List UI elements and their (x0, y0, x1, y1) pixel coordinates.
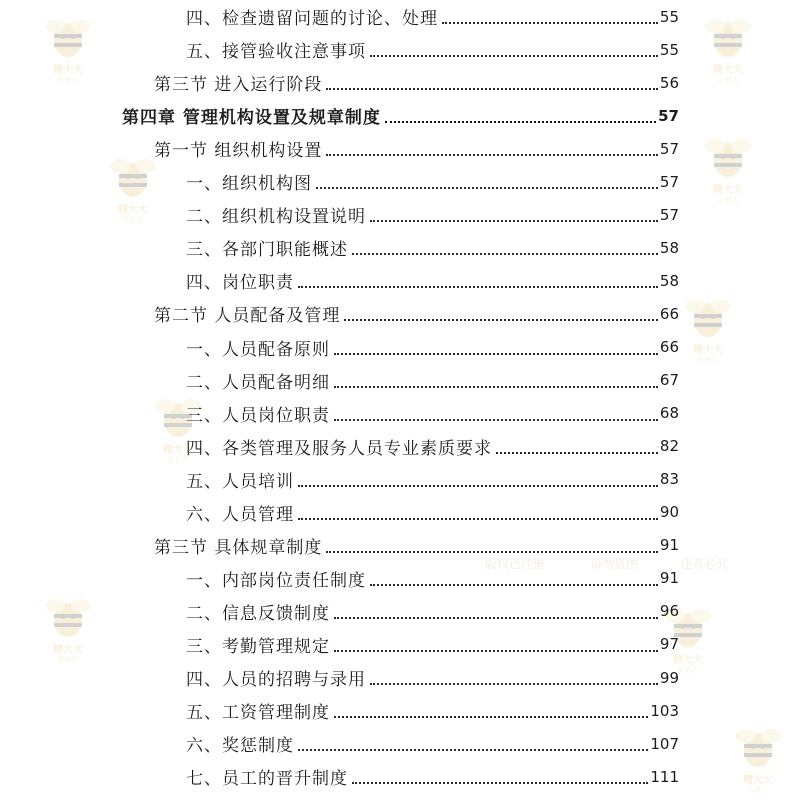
toc-item-entry (186, 562, 679, 595)
toc-item-entry (186, 33, 679, 66)
toc-entry-title: 二、信息反馈制度 (186, 603, 330, 624)
toc-entry-page-number: 57 (659, 172, 679, 191)
toc-entry-title: 第三节 具体规章制度 (154, 537, 323, 558)
toc-entry-title: 一、组织机构图 (186, 174, 312, 195)
toc-entry-page-number: 97 (659, 635, 679, 654)
watermark-sub-text: 素材店 (697, 356, 719, 364)
toc-entry-title: 第二节 人员配备及管理 (154, 306, 341, 327)
dot-leader (326, 87, 658, 90)
dot-leader (334, 352, 658, 355)
dot-leader (334, 715, 648, 718)
toc-item-entry (186, 727, 679, 760)
bee-icon (105, 150, 161, 206)
toc-entry-title: 四、各类管理及服务人员专业素质要求 (186, 438, 492, 459)
bee-icon (700, 10, 756, 66)
toc-entry-title: 五、工资管理制度 (186, 703, 330, 724)
toc-item-entry (186, 231, 679, 264)
dot-leader (298, 285, 658, 288)
watermark-notice-text: 请勿盗图 (590, 557, 639, 571)
toc-section-entry (154, 297, 679, 330)
toc-entry-page-number: 66 (659, 338, 679, 356)
dot-leader (334, 649, 658, 652)
toc-entry-title: 一、内部岗位责任制度 (186, 570, 366, 591)
toc-item-entry (186, 628, 679, 661)
bee-logo-watermark (680, 290, 736, 362)
toc-entry-page-number: 107 (650, 734, 679, 753)
watermark-sub-text: 素材店 (167, 456, 189, 464)
toc-entry-page-number: 96 (659, 602, 679, 621)
toc-item-entry (186, 760, 679, 793)
toc-entry-page-number: 67 (659, 371, 679, 390)
toc-entry-title: 六、人员管理 (186, 504, 294, 525)
watermark-brand-text: 精大大 (53, 645, 83, 656)
toc-entry-title: 第一节 组织机构设置 (154, 141, 323, 162)
watermark-notice-text: 违者必究 (680, 557, 729, 571)
dot-leader (352, 781, 648, 784)
toc-entry-page-number: 83 (659, 470, 679, 489)
toc-entry-title: 四、检查遗留问题的讨论、处理 (186, 9, 438, 29)
toc-item-entry (186, 331, 679, 364)
toc-entry-page-number: 68 (659, 404, 679, 423)
watermark-brand-text: 精大大 (693, 345, 723, 356)
toc-section-entry (154, 66, 679, 99)
toc-entry-title: 三、人员岗位职责 (186, 405, 330, 426)
toc-item-entry (186, 165, 679, 198)
bee-icon (40, 590, 96, 646)
toc-section-entry (154, 132, 679, 165)
dot-leader (298, 748, 648, 751)
watermark-sub-text: 素材店 (57, 656, 79, 664)
dot-leader (334, 616, 658, 619)
toc-entry-page-number: 57 (658, 106, 679, 125)
watermark-sub-text: 素材店 (57, 76, 79, 84)
watermark-brand-text: 精大大 (743, 775, 773, 786)
dot-leader (334, 385, 658, 388)
toc-entry-page-number: 57 (659, 205, 679, 224)
toc-entry-page-number: 82 (659, 437, 679, 456)
dot-leader (496, 451, 658, 454)
bee-icon (40, 10, 96, 66)
toc-entry-page-number: 58 (659, 238, 679, 257)
toc-section-entry (154, 529, 679, 562)
toc-entry-title: 五、接管验收注意事项 (186, 42, 366, 63)
toc-entry-title: 四、人员的招聘与录用 (186, 670, 366, 690)
watermark-notice-text: 版权已注册 (485, 557, 546, 571)
bee-icon (730, 720, 786, 776)
toc-item-entry (186, 198, 679, 231)
bee-logo-watermark (40, 590, 96, 662)
bee-logo-watermark (105, 150, 161, 222)
dot-leader (385, 120, 656, 123)
watermark-sub-text: 素材店 (717, 76, 739, 84)
toc-item-entry (186, 430, 679, 463)
toc-item-entry (186, 496, 679, 529)
toc-entry-page-number: 103 (650, 701, 679, 720)
toc-item-entry (186, 0, 679, 33)
toc-entry-page-number: 55 (659, 7, 679, 26)
watermark-sub-text: 素材店 (747, 786, 769, 794)
watermark-brand-text: 精大大 (713, 65, 743, 76)
toc-entry-page-number: 90 (659, 503, 679, 522)
toc-item-entry (186, 694, 679, 727)
dot-leader (370, 219, 658, 222)
watermark-sub-text: 素材店 (677, 666, 699, 674)
dot-leader (298, 517, 658, 520)
toc-item-entry (186, 463, 679, 496)
toc-entry-page-number: 99 (659, 668, 679, 687)
toc-entry-title: 二、组织机构设置说明 (186, 207, 366, 228)
watermark-sub-text: 素材店 (122, 216, 144, 224)
toc-entry-title: 第三节 进入运行阶段 (154, 75, 323, 96)
bee-logo-watermark (700, 10, 756, 82)
toc-item-entry (186, 397, 679, 430)
toc-entry-title: 三、各部门职能概述 (186, 240, 348, 261)
bee-logo-watermark (700, 130, 756, 202)
toc-entry-title: 一、人员配备原则 (186, 339, 330, 360)
watermark-brand-text: 精大大 (673, 655, 703, 666)
bee-icon (680, 290, 736, 346)
toc-entry-page-number: 57 (659, 139, 679, 158)
toc-entry-page-number: 91 (659, 569, 679, 588)
toc-entry-title: 第四章 管理机构设置及规章制度 (122, 108, 381, 129)
watermark-brand-text: 精大大 (713, 185, 743, 196)
toc-entry-title: 七、员工的晋升制度 (186, 769, 348, 790)
bee-icon (700, 130, 756, 186)
toc-entry-page-number: 58 (659, 271, 679, 290)
watermark-brand-text: 精大大 (163, 445, 193, 456)
toc-entry-page-number: 55 (659, 40, 679, 59)
watermark-brand-text: 精大大 (53, 65, 83, 76)
bee-logo-watermark (40, 10, 96, 82)
dot-leader (370, 583, 658, 586)
toc-entry-page-number: 66 (659, 304, 679, 323)
dot-leader (352, 252, 658, 255)
toc-entry-page-number: 91 (659, 536, 679, 555)
dot-leader (326, 550, 658, 553)
dot-leader (344, 318, 658, 321)
toc-chapter-entry (122, 99, 679, 132)
watermark-sub-text: 素材店 (717, 196, 739, 204)
toc-entry-page-number: 111 (650, 767, 679, 786)
toc-item-entry (186, 264, 679, 297)
toc-item-entry (186, 364, 679, 397)
toc-entry-title: 四、岗位职责 (186, 273, 294, 294)
dot-leader (298, 484, 658, 487)
toc-entry-title: 三、考勤管理规定 (186, 636, 330, 657)
dot-leader (326, 153, 658, 156)
toc-entry-page-number: 56 (659, 73, 679, 92)
watermark-brand-text: 精大大 (118, 205, 148, 216)
toc-item-entry (186, 595, 679, 628)
dot-leader (370, 54, 658, 57)
dot-leader (316, 186, 658, 189)
dot-leader (442, 21, 658, 24)
dot-leader (334, 418, 658, 421)
toc-entry-title: 六、奖惩制度 (186, 736, 294, 757)
dot-leader (370, 682, 658, 685)
toc-item-entry (186, 661, 679, 694)
bee-logo-watermark (730, 720, 786, 792)
toc-entry-title: 二、人员配备明细 (186, 372, 330, 393)
toc-entry-title: 五、人员培训 (186, 471, 294, 492)
